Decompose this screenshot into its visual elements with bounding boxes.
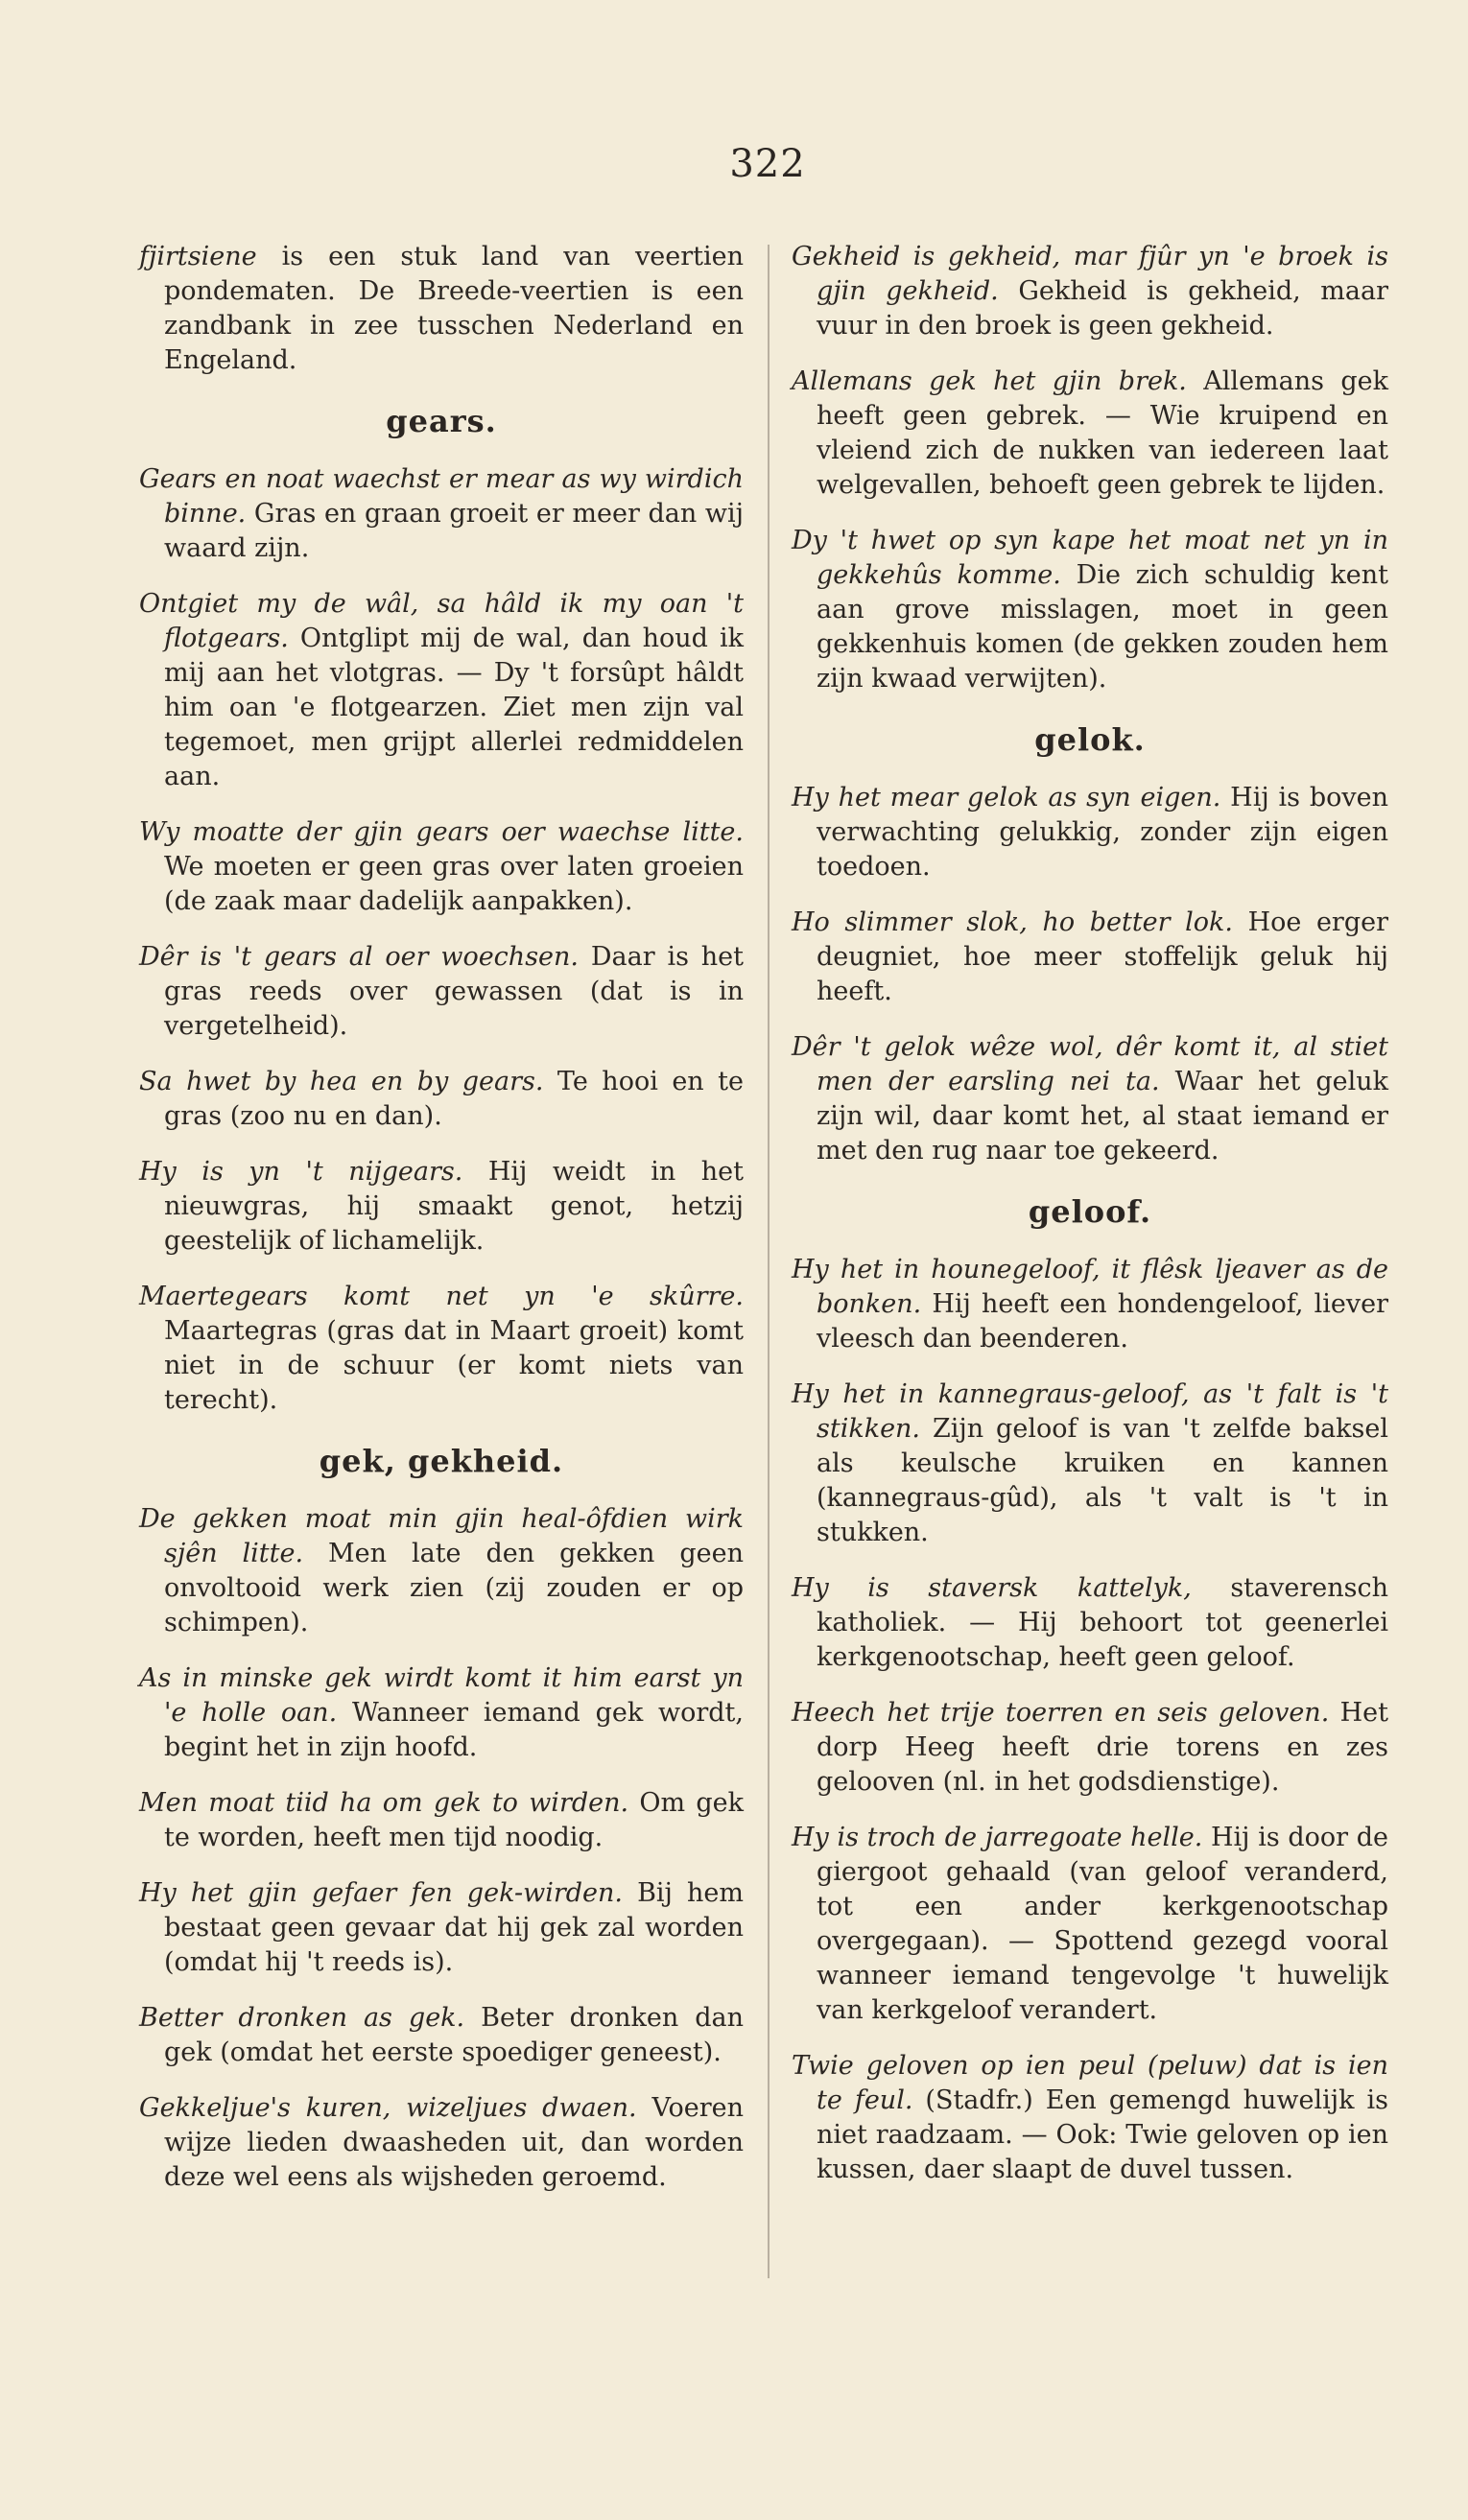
frisian-proverb: Twie geloven op ien peul (peluw) dat is ien te feul. (792, 2051, 1388, 2115)
proverb-entry (139, 1502, 744, 1640)
frisian-proverb: Sa hwet by hea en by gears. (139, 1067, 544, 1096)
proverb-entry (139, 1876, 744, 1980)
proverb-entry (139, 1280, 744, 1418)
proverb-entry (139, 1786, 744, 1855)
frisian-proverb: Ho slimmer slok, ho better lok. (792, 907, 1233, 937)
proverb-entry (792, 1571, 1388, 1675)
frisian-proverb: Maertegears komt net yn 'e skûrre. (139, 1282, 744, 1311)
frisian-proverb: Hy het in kannegraus-geloof, as 't falt is 't stikken. (792, 1379, 1388, 1444)
dutch-translation: Hij heeft een hondengeloof, liever vleesch dan beenderen. (817, 1289, 1388, 1354)
frisian-proverb: De gekken moat min gjin heal-ôfdien wirk sjên litte. (139, 1504, 744, 1568)
left-column (139, 240, 744, 2216)
frisian-proverb: Hy het in hounegeloof, it flêsk ljeaver as de bonken. (792, 1255, 1388, 1319)
proverb-entry (792, 365, 1388, 503)
frisian-proverb: Heech het trije toerren en seis geloven. (792, 1698, 1330, 1728)
frisian-proverb: Hy is troch de jarregoate helle. (792, 1823, 1203, 1852)
dutch-translation: Hij is door de giergoot gehaald (van geloof veranderd, tot een ander kerkgenootschap overgegaan). — Spottend gezegd vooral wanneer iemand tengevolge 't huwelijk van kerkgeloof verandert. (817, 1823, 1388, 2025)
dutch-translation: Hij weidt in het nieuwgras, hij smaakt genot, hetzij geestelijk of lichamelijk. (164, 1157, 744, 1256)
section-heading: geloof. (1028, 1193, 1152, 1230)
dutch-translation: Gekheid is gekheid, maar vuur in den broek is geen gekheid. (817, 276, 1388, 341)
dutch-translation: Gras en graan groeit er meer dan wij waard zijn. (164, 499, 744, 563)
dutch-translation: Wanneer iemand gek wordt, begint het in zijn hoofd. (164, 1698, 744, 1762)
dutch-translation: is een stuk land van veertien pondematen. De Breede-veertien is een zandbank in zee tusschen Nederland en Engeland. (164, 242, 744, 375)
frisian-proverb: Gekheid is gekheid, mar fjûr yn 'e broek is gjin gekheid. (792, 242, 1388, 306)
dutch-translation: Het dorp Heeg heeft drie torens en zes gelooven (nl. in het godsdienstige). (817, 1698, 1388, 1797)
dutch-translation: Daar is het gras reeds over gewassen (dat is in vergetelheid). (164, 942, 744, 1041)
dutch-translation: staverensch katholiek. — Hij behoort tot geenerlei kerkgenootschap, heeft geen geloof. (817, 1573, 1388, 1672)
frisian-proverb: Hy is yn 't nijgears. (139, 1157, 463, 1187)
frisian-proverb: Hy het gjin gefaer fen gek-wirden. (139, 1878, 623, 1908)
dutch-translation: Voeren wijze lieden dwaasheden uit, dan worden deze wel eens als wijsheden geroemd. (164, 2093, 744, 2192)
frisian-proverb: Wy moatte der gjin gears oer waechse litte. (139, 817, 744, 847)
frisian-proverb: fjirtsiene (139, 242, 257, 271)
dutch-translation: Beter dronken dan gek (omdat het eerste spoediger geneest). (164, 2003, 745, 2067)
proverb-entry (139, 815, 744, 919)
proverb-entry (792, 1253, 1388, 1356)
frisian-proverb: Gears en noat waechst er mear as wy wirdich binne. (139, 464, 744, 529)
dutch-translation: (Stadfr.) Een gemengd huwelijk is niet raadzaam. — Ook: Twie geloven op ien kussen, daer slaapt de duvel tussen. (817, 2085, 1388, 2184)
proverb-entry (139, 1155, 744, 1259)
frisian-proverb: Dêr 't gelok wêze wol, dêr komt it, al stiet men der earsling nei ta. (792, 1032, 1388, 1096)
dutch-translation: Allemans gek heeft geen gebrek. — Wie kruipend en vleiend zich de nukken van iedereen laat welgevallen, behoeft geen gebrek te lijden. (817, 366, 1389, 500)
page-number: 322 (729, 142, 806, 186)
dutch-translation: Bij hem bestaat geen gevaar dat hij gek zal worden (omdat hij 't reeds is). (164, 1878, 744, 1977)
dutch-translation: Zijn geloof is van 't zelfde baksel als keulsche kruiken en kannen (kannegraus-gûd), als 't valt is 't in stukken. (817, 1414, 1388, 1547)
frisian-proverb: Allemans gek het gjin brek. (792, 366, 1187, 396)
dutch-translation: Die zich schuldig kent aan grove misslagen, moet in geen gekkenhuis komen (de gekken zouden hem zijn kwaad verwijten). (817, 560, 1389, 694)
proverb-entry (139, 940, 744, 1044)
proverb-entry (792, 240, 1388, 343)
dutch-translation: Om gek te worden, heeft men tijd noodig. (164, 1788, 744, 1852)
proverb-entry (139, 1661, 744, 1765)
proverb-entry (139, 587, 744, 794)
dutch-translation: Hij is boven verwachting gelukkig, zonder zijn eigen toedoen. (817, 783, 1388, 882)
dutch-translation: Maartegras (gras dat in Maart groeit) komt niet in de schuur (er komt niets van terecht). (164, 1316, 744, 1415)
dutch-translation: Ontglipt mij de wal, dan houd ik mij aan het vlotgras. — Dy 't forsûpt hâldt him oan 'e flotgearzen. Ziet men zijn val tegemoet, men grijpt allerlei redmiddelen aan. (164, 624, 744, 791)
frisian-proverb: Men moat tiid ha om gek to wirden. (139, 1788, 629, 1818)
proverb-entry (139, 240, 744, 378)
proverb-entry (139, 2091, 744, 2195)
proverb-entry (792, 1821, 1388, 2028)
dutch-translation: Hoe erger deugniet, hoe meer stoffelijk geluk hij heeft. (817, 907, 1388, 1006)
proverb-entry (139, 2001, 744, 2070)
section-heading: gek, gekheid. (319, 1443, 564, 1479)
proverb-entry (139, 462, 744, 566)
frisian-proverb: Hy het mear gelok as syn eigen. (792, 783, 1221, 813)
frisian-proverb: As in minske gek wirdt komt it him earst yn 'e holle oan. (139, 1663, 744, 1728)
dutch-translation: Men late den gekken geen onvoltooid werk zien (zij zouden er op schimpen). (164, 1539, 744, 1637)
section-heading: gelok. (1034, 721, 1146, 758)
frisian-proverb: Dêr is 't gears al oer woechsen. (139, 942, 580, 972)
proverb-entry (792, 524, 1388, 696)
frisian-proverb: Gekkeljue's kuren, wizeljues dwaen. (139, 2093, 637, 2123)
frisian-proverb: Dy 't hwet op syn kape het moat net yn in gekkehûs komme. (792, 526, 1388, 590)
proverb-entry (792, 1030, 1388, 1168)
proverb-entry (139, 1065, 744, 1134)
proverb-entry (792, 1696, 1388, 1800)
frisian-proverb: Ontgiet my de wâl, sa hâld ik my oan 't flotgears. (139, 589, 744, 653)
proverb-entry (792, 2049, 1388, 2187)
frisian-proverb: Better dronken as gek. (139, 2003, 465, 2033)
dutch-translation: We moeten er geen gras over laten groeien (de zaak maar dadelijk aanpakken). (164, 852, 744, 916)
frisian-proverb: Hy is staversk kattelyk, (792, 1573, 1192, 1603)
proverb-entry (792, 781, 1388, 884)
proverb-entry (792, 906, 1388, 1009)
proverb-entry (792, 1378, 1388, 1550)
dutch-translation: Waar het geluk zijn wil, daar komt het, al staat iemand er met den rug naar toe gekeerd. (817, 1067, 1388, 1166)
dutch-translation: Te hooi en te gras (zoo nu en dan). (164, 1067, 745, 1131)
section-heading: gears. (386, 403, 497, 439)
right-column (792, 240, 1388, 2208)
column-divider (768, 245, 770, 2278)
